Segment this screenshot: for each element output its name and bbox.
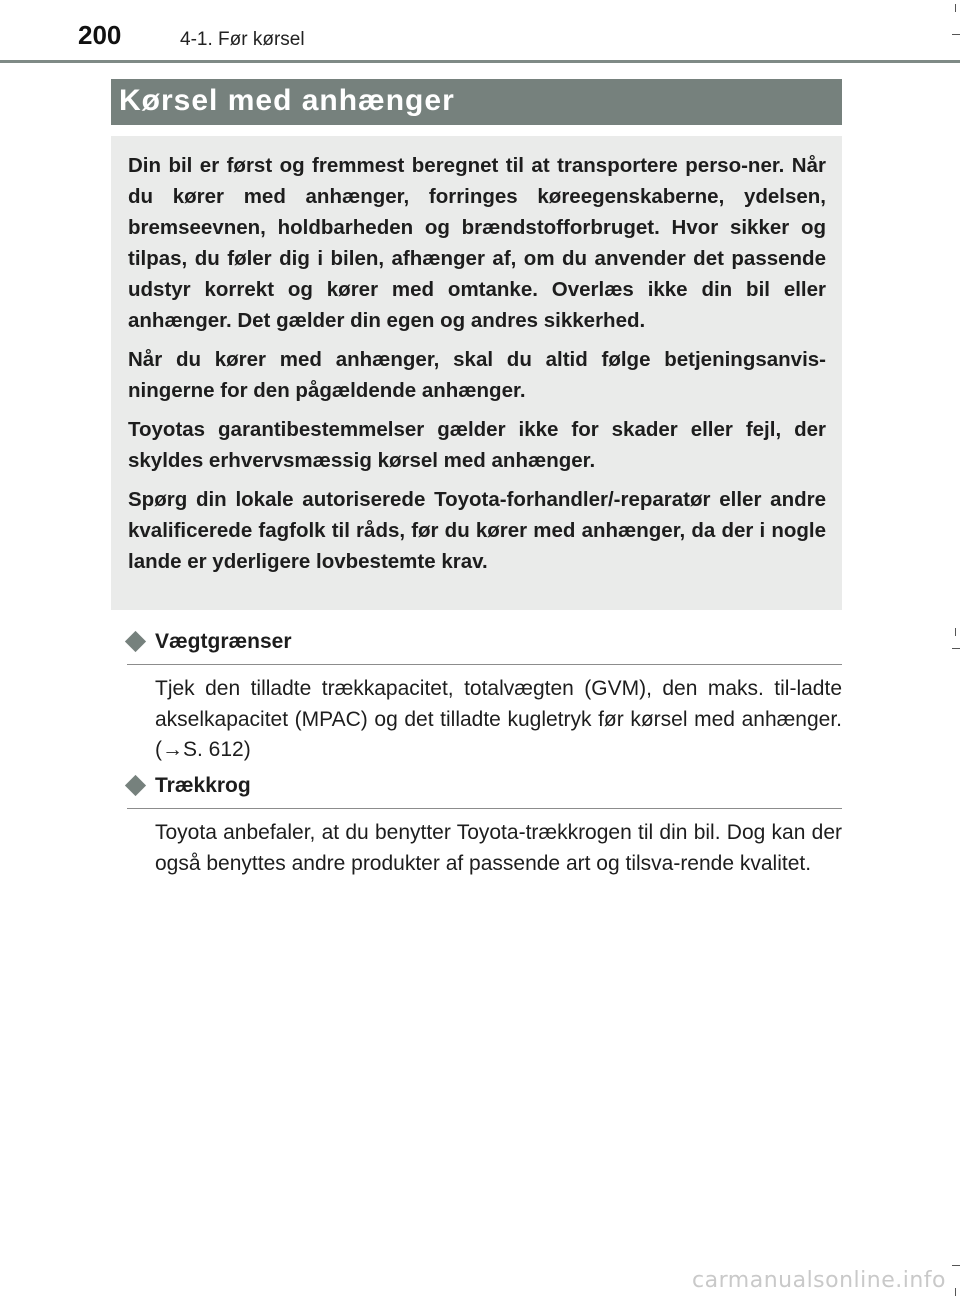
page-number: 200 <box>78 20 122 50</box>
subsection-body: Toyota anbefaler, at du benytter Toyota-trækkrogen til din bil. Dog kan der også benyttes andre produkter af passende art og tilsva-rende kvalitet. <box>155 821 842 875</box>
header-rule <box>0 60 960 63</box>
diamond-icon <box>125 775 146 796</box>
intro-paragraph: Når du kører med anhænger, skal du altid følge betjeningsanvis-ningerne for den pågældende anhænger. <box>128 348 826 402</box>
subsection-weight-limits <box>127 628 842 766</box>
intro-box <box>111 136 842 610</box>
intro-paragraph: Din bil er først og fremmest beregnet til at transportere perso-ner. Når du kører med anhænger, forringes køreegenskaberne, ydelsen, bremseevnen, holdbarheden og brændstofforbruget. Hvor sikker og tilpas, du føler dig i bilen, afhænger af, om du anvender det passende udstyr korrekt og kører med omtanke. Overlæs ikke din bil eller anhænger. Det gælder din egen og andres sikkerhed. <box>128 154 826 332</box>
intro-paragraph: Toyotas garantibestemmelser gælder ikke for skader eller fejl, der skyldes erhvervsmæssig kørsel med anhænger. <box>128 418 826 472</box>
subsection-heading <box>127 628 842 665</box>
page-title: Kørsel med anhænger <box>119 84 455 117</box>
subsection-heading-label: Trækkrog <box>155 774 251 797</box>
crop-mark <box>955 1288 956 1296</box>
page-header <box>0 0 960 64</box>
crop-mark <box>955 4 956 12</box>
crop-mark <box>952 1265 960 1266</box>
watermark[interactable]: carmanualsonline.info <box>692 1268 946 1293</box>
crop-mark <box>955 628 956 636</box>
crop-mark <box>952 648 960 649</box>
intro-paragraph: Spørg din lokale autoriserede Toyota-forhandler/-reparatør eller andre kvalificerede fagfolk til råds, før du kører med anhænger, da der i nogle lande er yderligere lovbestemte krav. <box>128 488 826 573</box>
subsection-tow-hitch <box>127 772 842 879</box>
crop-mark <box>952 34 960 35</box>
section-label: 4-1. Før kørsel <box>180 29 305 50</box>
section-title-bar <box>111 79 842 125</box>
subsection-heading <box>127 772 842 809</box>
diamond-icon <box>125 631 146 652</box>
subsection-body: Tjek den tilladte trækkapacitet, totalvægten (GVM), den maks. til-ladte akselkapacitet (MPAC) og det tilladte kugletryk før kørsel med anhænger. (→S. 612) <box>155 677 842 761</box>
subsection-heading-label: Vægtgrænser <box>155 630 292 653</box>
